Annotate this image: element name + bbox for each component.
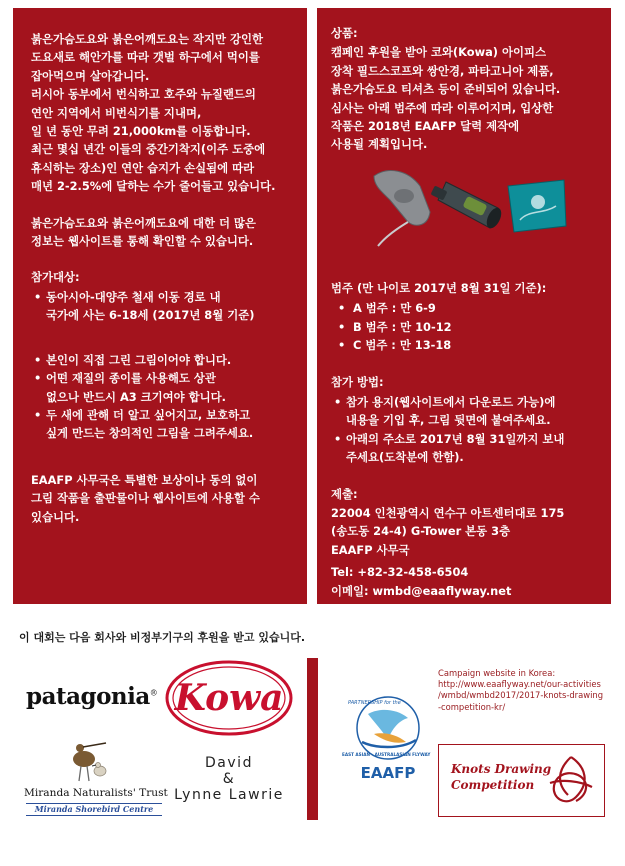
submit-heading: 제출: <box>331 486 358 501</box>
patagonia-logo: patagonia® <box>26 683 158 710</box>
intro-line: 잡아먹으며 살아갑니다. <box>31 68 150 83</box>
list-item: • 동아시아-대양주 철새 이동 경로 내 국가에 사는 6-18세 (2017년 8월 기준) <box>31 288 295 325</box>
eaafp-partnership-text: PARTNERSHIP for the <box>348 700 401 706</box>
lawrie-sponsor-name: David & Lynne Lawrie <box>174 755 284 803</box>
eligibility-list <box>31 288 295 325</box>
intro-line: 도요새로 해안가를 따라 갯벌 하구에서 먹이를 <box>31 50 260 65</box>
eligibility-heading: 참가대상: <box>31 270 80 285</box>
intro-line: 휴식하는 장소)인 연안 습지가 손실됨에 따라 <box>31 160 255 175</box>
miranda-trust-logo <box>24 733 168 817</box>
eaafp-wordmark: EAAFP <box>360 764 416 782</box>
intro-line: 연안 지역에서 비번식기를 지내며, <box>31 105 202 120</box>
eaafp-flyway-text: EAST ASIAN - AUSTRALASIAN FLYWAY <box>342 752 431 757</box>
intro-line: 붉은가슴도요와 붉은어깨도요는 작지만 강인한 <box>31 32 263 46</box>
campaign-website <box>438 668 623 713</box>
sponsor-statement: 이 대회는 다음 회사와 비정부기구의 후원을 받고 있습니다. <box>19 631 306 644</box>
rules-list <box>31 351 295 443</box>
knots-competition-title: Knots Drawing Competition <box>451 762 552 792</box>
intro-paragraph <box>31 30 295 196</box>
list-item: • A 범주 : 만 6-9 <box>331 299 599 317</box>
more-info-line: 정보는 웹사이트를 통해 확인할 수 있습니다. <box>31 234 254 249</box>
list-item: • 어떤 재질의 종이를 사용해도 상관 없으나 반드시 A3 크기여야 합니다. <box>31 369 295 406</box>
list-item: • 본인이 직접 그린 그림이어야 합니다. <box>31 351 295 369</box>
more-info-paragraph <box>31 214 295 251</box>
list-item: • B 범주 : 만 10-12 <box>331 318 599 336</box>
prize-products-image <box>368 166 568 248</box>
kowa-logo <box>164 659 294 737</box>
info-panel-left <box>13 8 307 604</box>
kowa-wordmark: Kowa <box>174 677 284 719</box>
prizes-paragraph: 캠페인 후원을 받아 코와(Kowa) 아이피스 장착 필드스코프와 쌍안경, 파타고니아 제품, 붉은가슴도요 티셔츠 등이 준비되어 있습니다. 심사는 아래 범주에 따라 이루어지며, 입상한 작품은 2018년 EAAFP 달력 제작에 사용될 계획입니다. <box>331 45 561 152</box>
shorebird-icon <box>66 733 116 785</box>
email-text: 이메일: wmbd@eaaflyway.net <box>331 583 512 598</box>
how-heading: 참가 방법: <box>331 375 384 390</box>
spotting-scope-icon <box>431 182 505 231</box>
list-item: • 두 새에 관해 더 알고 싶어지고, 보호하고 싶게 만드는 창의적인 그림을 그려주세요. <box>31 406 295 443</box>
miranda-centre-name: Miranda Shorebird Centre <box>26 803 162 816</box>
intro-line: 최근 몇십 년간 이들의 중간기착지(이주 도중에 <box>31 142 266 157</box>
red-divider <box>307 658 318 820</box>
list-item: • 아래의 주소로 2017년 8월 31일까지 보내 주세요(도착분에 한함). <box>331 430 599 467</box>
miranda-trust-name: Miranda Naturalists' Trust <box>24 787 168 799</box>
how-list <box>331 393 599 467</box>
rights-paragraph: EAAFP 사무국은 특별한 보상이나 동의 없이 그림 작품을 출판물이나 웹사이트에 사용할 수 있습니다. <box>31 472 260 524</box>
intro-line: 매년 2-2.5%에 달하는 수가 줄어들고 있습니다. <box>31 179 276 194</box>
intro-line: 일 년 동안 무려 21,000km를 이동합니다. <box>31 124 251 139</box>
tel-text: Tel: +82-32-458-6504 <box>331 565 469 580</box>
campaign-website-link[interactable]: http://www.eaaflyway.net/our-activities /wmbd/wmbd2017/2017-knots-drawing -competition-kr/ <box>438 679 604 712</box>
campaign-website-label: Campaign website in Korea: <box>438 668 556 678</box>
backpack-icon <box>374 171 430 246</box>
info-panel-right <box>317 8 611 604</box>
knots-competition-logo <box>438 744 605 817</box>
eaafp-logo <box>338 690 438 785</box>
calendar-icon <box>508 180 566 232</box>
more-info-line: 붉은가슴도요와 붉은어깨도요에 대한 더 많은 <box>31 215 256 230</box>
list-item: • C 범주 : 만 13-18 <box>331 336 599 354</box>
category-list <box>331 299 599 354</box>
prizes-heading: 상품: <box>331 26 358 40</box>
address-block: 22004 인천광역시 연수구 아트센터대로 175 (송도동 24-4) G-Tower 본동 3층 EAAFP 사무국 <box>331 505 565 557</box>
list-item: • 참가 용지(웹사이트에서 다운로드 가능)에 내용을 기입 후, 그림 뒷면에 붙여주세요. <box>331 393 599 430</box>
celtic-knot-icon <box>546 753 596 807</box>
intro-line: 러시아 동부에서 번식하고 호주와 뉴질랜드의 <box>31 87 256 102</box>
category-heading: 범주 (만 나이로 2017년 8월 31일 기준): <box>331 280 547 295</box>
